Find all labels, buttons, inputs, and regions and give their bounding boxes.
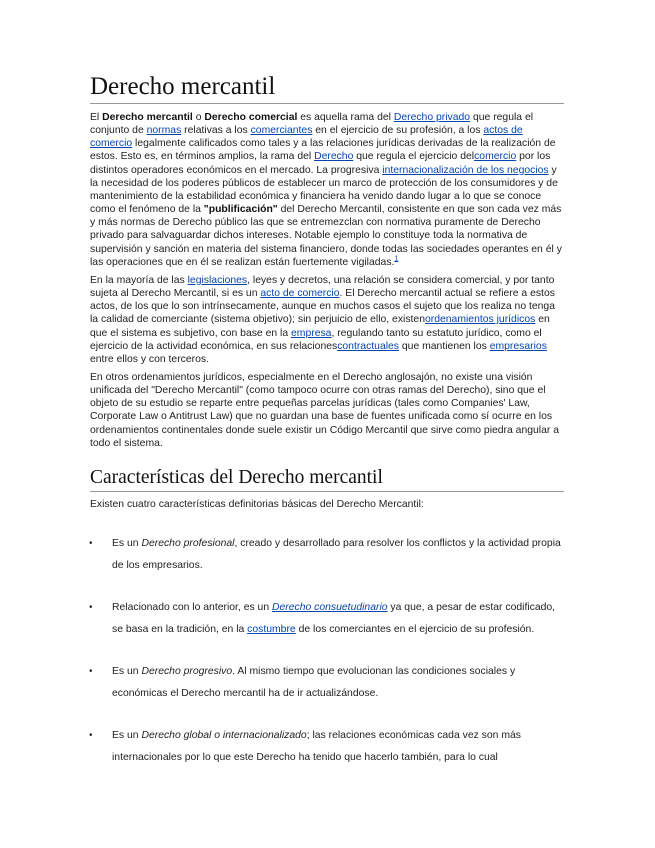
text-run: que regula el conjunto de: [90, 112, 534, 137]
list-item-text: [112, 602, 555, 635]
bullet-icon: •: [89, 730, 93, 742]
characteristics-list: [90, 533, 564, 768]
inline-link[interactable]: comerciantes: [250, 125, 313, 137]
text-run: ; las relaciones económicas cada vez son más internacionales por lo que este Derecho ha tenido que hacerlo también, para lo cual: [112, 730, 521, 763]
text-run: Derecho progresivo: [141, 666, 233, 678]
text-run: . El Derecho mercantil actual se refiere a estos actos, de los que lo son intrínsecamente, aunque en muchos casos el sujeto que los realiza no tenga la calidad de comerciante (sistema objetivo); sin perjuicio de ello, existen: [90, 288, 555, 326]
text-run: El: [90, 112, 103, 123]
inline-link[interactable]: actos de comercio: [90, 125, 523, 150]
bold-term: Derecho comercial: [204, 112, 298, 123]
inline-link[interactable]: empresa: [291, 327, 332, 339]
text-run: del Derecho Mercantil, consistente en que son cada vez más y más normas de Derecho público las que se entremezclan con normativa puramente de Derecho privado para salvaguardar dichos intereses. Notable ejemplo lo constituye toda la normativa de supervisión y sanción en materia del sistema financiero, donde todas las sociedades operantes en él y las operaciones que en él se realizan están fuertemente vigiladas.: [90, 204, 562, 268]
text-run: Es un: [112, 730, 142, 742]
inline-link[interactable]: comercio: [474, 151, 517, 163]
bullet-icon: •: [89, 666, 93, 678]
text-run: que mantienen los: [399, 340, 490, 352]
text-run: Derecho profesional: [141, 538, 235, 550]
text-run: que regula el ejercicio del: [353, 151, 475, 163]
list-item: [90, 725, 564, 768]
text-run: Relacionado con lo anterior, es un: [112, 602, 273, 614]
text-run: en que el sistema es subjetivo, con base en la: [90, 314, 550, 339]
list-item-text: [112, 730, 521, 763]
text-run: o: [192, 112, 205, 123]
text-run: Es un: [112, 538, 142, 550]
section-intro: Existen cuatro características definitorias básicas del Derecho Mercantil:: [90, 498, 424, 510]
text-run: En otros ordenamientos jurídicos, especialmente en el Derecho anglosajón, no existe una visión unificada del "Derecho Mercantil" (como tampoco ocurre con otras ramas del Derecho), sino que el objeto de su estudio se reparte entre pequeñas parcelas jurídicas (tales como Companies' Law, Corporate Law o Antitrust Law) que no guardan una base de fuentes unificada como sí ocurre en los ordenamientos continentales donde suele existir un Código Mercantil que sirve como piedra angular a todo el sistema.: [90, 371, 560, 449]
inline-link[interactable]: empresarios: [489, 340, 547, 352]
bold-term: "publificación": [203, 204, 278, 216]
inline-link[interactable]: legislaciones: [187, 274, 248, 286]
text-run: de los comerciantes en el ejercicio de su profesión.: [295, 623, 535, 635]
text-run: en el ejercicio de su profesión, a los: [312, 125, 484, 137]
list-item: [90, 597, 564, 640]
article-paragraph-2: [90, 274, 564, 366]
text-run: ya que, a pesar de estar codificado, se basa en la tradición, en la: [112, 602, 556, 635]
inline-link[interactable]: normas: [146, 125, 182, 137]
text-run: Derecho global o internacionalizado: [141, 730, 307, 742]
inline-link[interactable]: Derecho consuetudinario: [272, 602, 388, 614]
text-run: . Al mismo tiempo que evolucionan las condiciones sociales y económicas el Derecho mercantil ha de ir actualizándose.: [112, 666, 516, 699]
inline-link[interactable]: costumbre: [247, 623, 296, 635]
text-run: es aquella rama del: [297, 112, 394, 123]
list-item: [90, 533, 564, 576]
text-run: por los distintos operadores económicos en el mercado. La progresiva: [90, 151, 551, 176]
text-run: relativas a los: [181, 125, 251, 137]
inline-link[interactable]: Derecho: [314, 151, 354, 163]
page-title: Derecho mercantil: [90, 72, 564, 104]
text-run: , regulando tanto su estatuto jurídico, como el ejercicio de la actividad económica, en sus relaciones: [90, 327, 542, 352]
list-item: [90, 661, 564, 704]
text-run: legalmente calificados como tales y a las relaciones jurídicas derivadas de la realización de estos. Esto es, en términos amplios, la rama del: [90, 138, 556, 163]
text-run: , leyes y decretos, una relación se considera comercial, y por tanto sujeta al Derecho Mercantil, si es un: [90, 274, 555, 300]
bold-term: Derecho mercantil: [102, 112, 193, 123]
text-run: y la necesidad de los poderes públicos de establecer un marco de protección de los consumidores y de mantenimiento de la estabilidad económica y financiera ha venido dando lugar a lo que se conoce como el fenómeno de la: [90, 164, 558, 216]
inline-link[interactable]: acto de comercio: [260, 288, 340, 300]
section-heading: Características del Derecho mercantil: [90, 466, 564, 492]
article-paragraph-3: [90, 371, 564, 450]
inline-link[interactable]: contractuales: [337, 340, 400, 352]
article-content: [90, 72, 564, 789]
list-item-text: [112, 538, 561, 571]
inline-link[interactable]: ordenamientos jurídicos: [424, 314, 536, 326]
text-run: entre ellos y con terceros.: [90, 353, 209, 365]
article-paragraph-1: [90, 111, 564, 269]
bullet-icon: •: [89, 602, 93, 614]
footnote-marker: [394, 255, 398, 262]
inline-link[interactable]: Derecho privado: [393, 112, 471, 123]
text-run: Es un: [112, 666, 142, 678]
inline-link[interactable]: 1: [394, 255, 399, 263]
bullet-icon: •: [89, 538, 93, 550]
list-item-text: [112, 666, 515, 699]
text-run: En la mayoría de las: [90, 274, 188, 286]
inline-link[interactable]: internacionalización de los negocios: [382, 164, 549, 176]
text-run: , creado y desarrollado para resolver los conflictos y la actividad propia de los empresarios.: [112, 538, 561, 571]
